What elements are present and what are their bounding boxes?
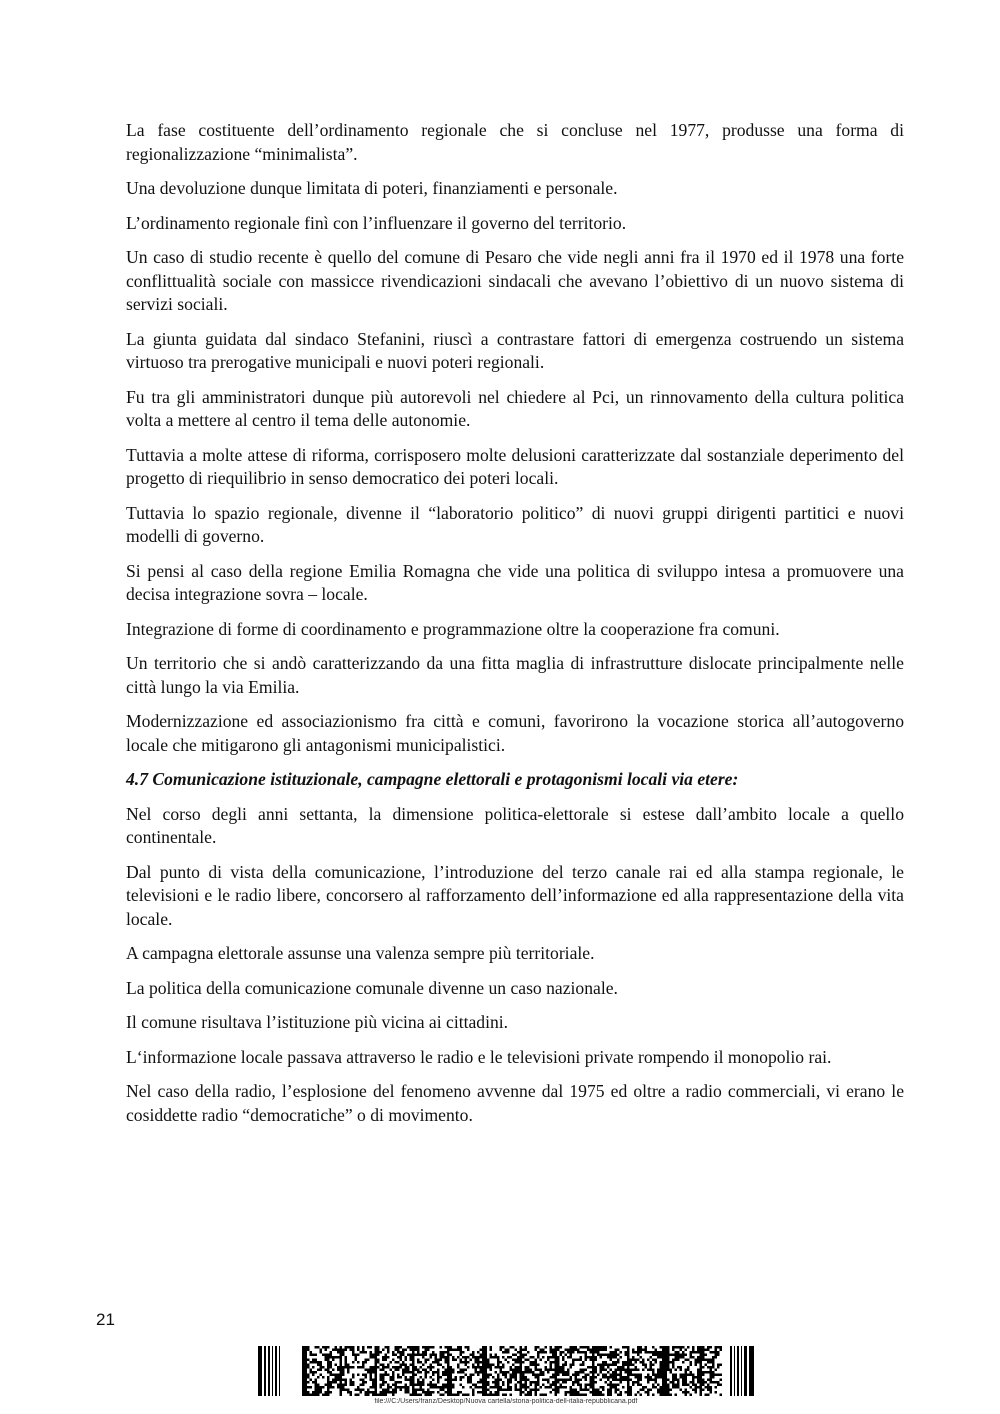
paragraph: Un caso di studio recente è quello del comune di Pesaro che vide negli anni fra il 1970 ed il 1978 una forte conflittualità sociale con massicce rivendicazioni sindacali che avevano l’obiettivo di un nuovo sistema di servizi sociali. xyxy=(126,247,904,314)
page-number: 21 xyxy=(96,1310,115,1329)
barcode-icon xyxy=(258,1346,754,1396)
paragraph: Integrazione di forme di coordinamento e programmazione oltre la cooperazione fra comuni. xyxy=(126,618,780,639)
paragraph: Fu tra gli amministratori dunque più autorevoli nel chiedere al Pci, un rinnovamento della cultura politica volta a mettere al centro il tema delle autonomie. xyxy=(126,386,904,430)
paragraph: Modernizzazione ed associazionismo fra città e comuni, favorirono la vocazione storica all’autogoverno locale che mitigarono gli antagonismi municipalistici. xyxy=(126,711,904,755)
paragraph: Nel caso della radio, l’esplosione del fenomeno avvenne dal 1975 ed oltre a radio commerciali, vi erano le cosiddette radio “democratiche” o di movimento. xyxy=(126,1081,904,1125)
paragraph: A campagna elettorale assunse una valenza sempre più territoriale. xyxy=(126,943,595,963)
page-body xyxy=(126,119,904,1138)
paragraph: La giunta guidata dal sindaco Stefanini, riuscì a contrastare fattori di emergenza costruendo un sistema virtuoso tra prerogative municipali e nuovi poteri regionali. xyxy=(126,328,904,372)
section-heading: 4.7 Comunicazione istituzionale, campagne elettorali e protagonismi locali via etere: xyxy=(126,769,739,789)
paragraph: L’ordinamento regionale finì con l’influenzare il governo del territorio. xyxy=(126,212,627,233)
paragraph: Tuttavia lo spazio regionale, divenne il “laboratorio politico” di nuovi gruppi dirigenti partitici e nuovi modelli di governo. xyxy=(126,502,904,546)
footer-file-path: file:///C:/Users/franz/Desktop/Nuova cartella/storia-politica-dell-italia-repubblicana.pdf xyxy=(374,1398,638,1405)
paragraph: Il comune risultava l’istituzione più vicina ai cittadini. xyxy=(126,1012,509,1032)
paragraph: La fase costituente dell’ordinamento regionale che si concluse nel 1977, produsse una forma di regionalizzazione “minimalista”. xyxy=(126,120,904,164)
paragraph: Dal punto di vista della comunicazione, l’introduzione del terzo canale rai ed alla stampa regionale, le televisioni e le radio libere, concorsero al rafforzamento dell’informazione ed alla rappresentazione della vita locale. xyxy=(126,861,904,929)
paragraph: Tuttavia a molte attese di riforma, corrisposero molte delusioni caratterizzate dal sostanziale deperimento del progetto di riequilibrio in senso democratico dei poteri locali. xyxy=(126,444,904,488)
paragraph: Un territorio che si andò caratterizzando da una fitta maglia di infrastrutture dislocate principalmente nelle città lungo la via Emilia. xyxy=(126,653,904,697)
paragraph: Una devoluzione dunque limitata di poteri, finanziamenti e personale. xyxy=(126,178,618,198)
paragraph: Nel corso degli anni settanta, la dimensione politica-elettorale si estese dall’ambito locale a quello continentale. xyxy=(126,803,904,847)
paragraph: L‘informazione locale passava attraverso le radio e le televisioni private rompendo il monopolio rai. xyxy=(126,1046,832,1067)
paragraph: La politica della comunicazione comunale divenne un caso nazionale. xyxy=(126,977,618,998)
paragraph: Si pensi al caso della regione Emilia Romagna che vide una politica di sviluppo intesa a promuovere una decisa integrazione sovra – locale. xyxy=(126,560,904,604)
